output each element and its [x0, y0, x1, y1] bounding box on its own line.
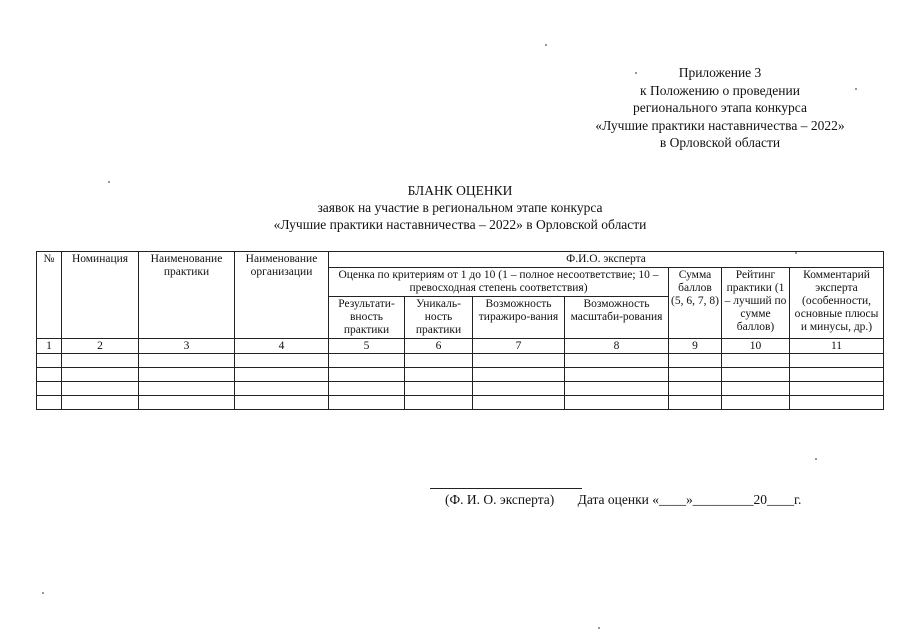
expert-signature-line	[430, 488, 582, 489]
scan-speck	[635, 72, 637, 74]
empty-cell[interactable]	[139, 354, 235, 368]
empty-cell[interactable]	[790, 382, 884, 396]
empty-cell[interactable]	[790, 368, 884, 382]
empty-cell[interactable]	[473, 354, 565, 368]
empty-cell[interactable]	[235, 354, 329, 368]
empty-cell[interactable]	[473, 382, 565, 396]
empty-cell[interactable]	[565, 354, 669, 368]
empty-cell[interactable]	[235, 396, 329, 410]
evaluation-table	[36, 251, 884, 410]
empty-cell[interactable]	[37, 368, 62, 382]
column-number: 2	[62, 339, 139, 354]
empty-cell[interactable]	[405, 382, 473, 396]
scan-speck	[815, 458, 817, 460]
scan-speck	[598, 627, 600, 629]
empty-cell[interactable]	[405, 396, 473, 410]
empty-cell[interactable]	[565, 382, 669, 396]
empty-cell[interactable]	[669, 368, 722, 382]
scan-speck	[545, 44, 547, 46]
empty-cell[interactable]	[139, 368, 235, 382]
appendix-line-3: регионального этапа конкурса	[633, 100, 807, 115]
header-nomination: Номинация	[62, 252, 139, 339]
appendix-line-4: «Лучшие практики наставничества – 2022»	[595, 117, 845, 133]
header-practice-name: Наименование практики	[139, 252, 235, 339]
appendix-line-5: в Орловской области	[659, 135, 781, 150]
empty-cell[interactable]	[473, 368, 565, 382]
empty-cell[interactable]	[669, 382, 722, 396]
empty-cell[interactable]	[62, 396, 139, 410]
header-criterion-4: Возможность масштаби-рования	[565, 297, 669, 339]
empty-cell[interactable]	[37, 354, 62, 368]
header-comment: Комментарий эксперта (особенности, основные плюсы и минусы, др.)	[790, 268, 884, 339]
expert-fio-label: (Ф. И. О. эксперта)	[445, 492, 555, 507]
empty-cell[interactable]	[62, 354, 139, 368]
empty-cell[interactable]	[139, 382, 235, 396]
empty-cell[interactable]	[139, 396, 235, 410]
column-number: 10	[722, 339, 790, 354]
empty-cell[interactable]	[722, 382, 790, 396]
header-criterion-3: Возможность тиражиро-вания	[473, 297, 565, 339]
table-row	[37, 368, 884, 382]
empty-cell[interactable]	[329, 368, 405, 382]
column-number: 5	[329, 339, 405, 354]
empty-cell[interactable]	[405, 354, 473, 368]
header-criterion-2: Уникаль-ность практики	[405, 297, 473, 339]
column-number: 1	[37, 339, 62, 354]
empty-cell[interactable]	[62, 368, 139, 382]
empty-cell[interactable]	[235, 382, 329, 396]
column-number: 11	[790, 339, 884, 354]
column-number: 8	[565, 339, 669, 354]
empty-cell[interactable]	[790, 354, 884, 368]
form-title-block	[150, 182, 770, 233]
appendix-line-2: к Положению о проведении	[640, 82, 800, 98]
empty-cell[interactable]	[329, 396, 405, 410]
appendix-line-1: Приложение 3	[678, 65, 762, 80]
header-sum: Сумма баллов (5, 6, 7, 8)	[669, 268, 722, 339]
column-number: 3	[139, 339, 235, 354]
empty-cell[interactable]	[669, 396, 722, 410]
column-number: 7	[473, 339, 565, 354]
header-org-name: Наименование организации	[235, 252, 329, 339]
scan-speck	[795, 252, 797, 254]
signature-block	[445, 492, 875, 508]
empty-cell[interactable]	[405, 368, 473, 382]
column-number-row	[37, 339, 884, 354]
header-criteria-title: Оценка по критериям от 1 до 10 (1 – полное несоответствие; 10 – превосходная степень соответствия)	[329, 268, 669, 297]
scan-speck	[855, 88, 857, 90]
evaluation-date-label: Дата оценки «____»_________20____г.	[577, 492, 802, 507]
form-title: БЛАНК ОЦЕНКИ	[407, 183, 513, 198]
form-subtitle-1: заявок на участие в региональном этапе конкурса	[317, 200, 603, 215]
empty-cell[interactable]	[722, 396, 790, 410]
header-num: №	[37, 252, 62, 339]
empty-cell[interactable]	[329, 354, 405, 368]
table-row	[37, 382, 884, 396]
empty-cell[interactable]	[329, 382, 405, 396]
empty-cell[interactable]	[722, 354, 790, 368]
empty-cell[interactable]	[565, 396, 669, 410]
empty-cell[interactable]	[37, 396, 62, 410]
header-rating: Рейтинг практики (1 – лучший по сумме баллов)	[722, 268, 790, 339]
header-expert-fio: Ф.И.О. эксперта	[329, 252, 884, 268]
empty-cell[interactable]	[790, 396, 884, 410]
appendix-header	[560, 64, 880, 152]
empty-cell[interactable]	[62, 382, 139, 396]
scan-speck	[42, 592, 44, 594]
empty-cell[interactable]	[565, 368, 669, 382]
empty-cell[interactable]	[235, 368, 329, 382]
empty-cell[interactable]	[669, 354, 722, 368]
column-number: 6	[405, 339, 473, 354]
table-row	[37, 396, 884, 410]
column-number: 4	[235, 339, 329, 354]
empty-cell[interactable]	[37, 382, 62, 396]
header-criterion-1: Результати-вность практики	[329, 297, 405, 339]
table-row	[37, 354, 884, 368]
scan-speck	[108, 181, 110, 183]
empty-cell[interactable]	[473, 396, 565, 410]
empty-cell[interactable]	[722, 368, 790, 382]
column-number: 9	[669, 339, 722, 354]
form-subtitle-2: «Лучшие практики наставничества – 2022» в Орловской области	[273, 217, 647, 232]
